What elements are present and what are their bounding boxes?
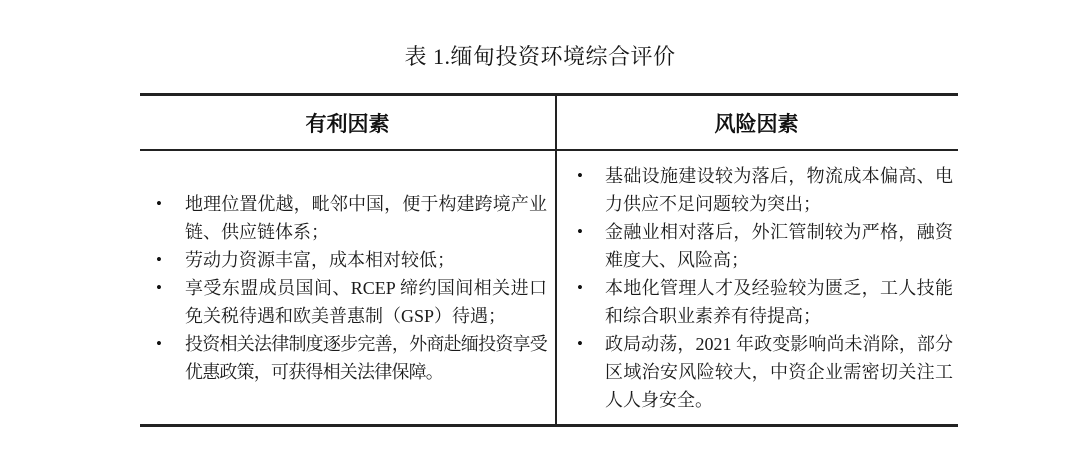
- bullet-icon: •: [577, 221, 583, 241]
- header-risk-factors: 风险因素: [714, 111, 799, 136]
- investment-environment-table: [140, 93, 958, 427]
- bullet-icon: •: [156, 249, 162, 269]
- header-favorable-factors: 有利因素: [305, 111, 390, 136]
- list-item: [555, 274, 958, 330]
- list-item: [140, 190, 555, 246]
- list-item: [140, 274, 555, 330]
- list-item: [555, 218, 958, 274]
- list-item-text: 地理位置优越，毗邻中国，便于构建跨境产业链、供应链体系；: [185, 193, 547, 242]
- favorable-factors-cell: [140, 151, 555, 424]
- table-header-row: [140, 96, 958, 151]
- list-item: [555, 330, 958, 414]
- list-item-text: 金融业相对落后，外汇管制较为严格，融资难度大、风险高；: [605, 221, 953, 270]
- list-item-text: 本地化管理人才及经验较为匮乏，工人技能和综合职业素养有待提高；: [605, 277, 953, 326]
- bullet-icon: •: [156, 333, 162, 353]
- list-item-text: 政局动荡，2021 年政变影响尚未消除，部分区域治安风险较大，中资企业需密切关注工人人身安全。: [605, 333, 953, 410]
- bullet-icon: •: [156, 277, 162, 297]
- bullet-icon: •: [577, 165, 583, 185]
- list-item: [140, 330, 555, 386]
- list-item-text: 劳动力资源丰富，成本相对较低；: [185, 249, 455, 270]
- bullet-icon: •: [577, 277, 583, 297]
- list-item: [140, 246, 555, 274]
- table-body-row: [140, 151, 958, 424]
- list-item-text: 投资相关法律制度逐步完善，外商赴缅投资享受优惠政策，可获得相关法律保障。: [185, 333, 547, 382]
- bullet-icon: •: [156, 193, 162, 213]
- list-item-text: 基础设施建设较为落后，物流成本偏高、电力供应不足问题较为突出；: [605, 165, 953, 214]
- bullet-icon: •: [577, 333, 583, 353]
- list-item-text: 享受东盟成员国间、RCEP 缔约国间相关进口免关税待遇和欧美普惠制（GSP）待遇；: [185, 277, 547, 326]
- list-item: [555, 162, 958, 218]
- risk-factors-cell: [555, 151, 958, 424]
- table-caption: 表 1.缅甸投资环境综合评价: [404, 44, 676, 69]
